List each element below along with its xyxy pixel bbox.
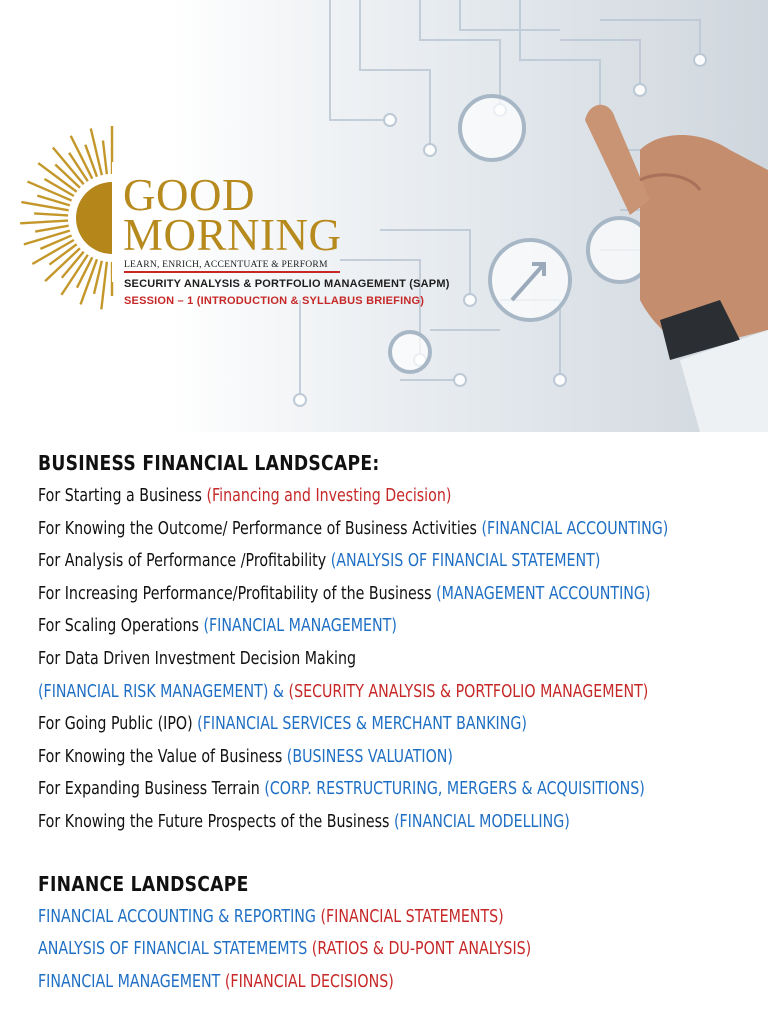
item-text: For Starting a Business: [38, 485, 207, 506]
list-item: [38, 676, 649, 709]
item-text: For Expanding Business Terrain: [38, 778, 265, 800]
item-text: For Analysis of Performance /Profitability: [38, 550, 331, 572]
item-tag: (ANALYSIS OF FINANCIAL STATEMENT): [330, 550, 601, 572]
item-tag: (FINANCIAL RISK MANAGEMENT) &: [38, 680, 289, 702]
list-item: [38, 741, 610, 774]
finance-landscape-heading: FINANCE LANDSCAPE: [38, 871, 249, 896]
greeting-line1: GOOD: [123, 170, 255, 220]
item-text: For Increasing Performance/Profitability of the Business: [38, 582, 437, 604]
hero-banner: [0, 0, 768, 432]
list-item: [38, 773, 645, 806]
item-text: For Data Driven Investment Decision Making: [38, 647, 356, 669]
item-text: For Knowing the Value of Business: [38, 745, 287, 767]
item-tag: (Financing and Investing Decision): [206, 485, 452, 506]
tagline: LEARN, ENRICH, ACCENTUATE & PERFORM: [124, 259, 340, 273]
sun-icon: [16, 122, 128, 322]
greeting-line2: MORNING: [123, 210, 342, 260]
business-landscape-heading: BUSINESS FINANCIAL LANDSCAPE:: [38, 451, 380, 475]
item-text: For Knowing the Future Prospects of the Business: [38, 810, 394, 832]
brand-block: [16, 122, 450, 322]
item-tag: (CORP. RESTRUCTURING, MERGERS & ACQUISITIONS): [264, 778, 645, 800]
item-tag: (RATIOS & DU-PONT ANALYSIS): [311, 938, 532, 960]
content: [38, 446, 762, 998]
item-text: FINANCIAL MANAGEMENT: [38, 970, 225, 992]
session-title: SESSION – 1 (INTRODUCTION & SYLLABUS BRIEFING): [124, 295, 425, 307]
list-item: [38, 610, 610, 643]
list-item: [38, 480, 610, 513]
item-tag: (FINANCIAL DECISIONS): [224, 970, 394, 992]
item-text: FINANCIAL ACCOUNTING & REPORTING: [38, 905, 321, 927]
item-tag: (FINANCIAL ACCOUNTING): [481, 517, 669, 539]
course-title: SECURITY ANALYSIS & PORTFOLIO MANAGEMENT (SAPM): [124, 278, 450, 290]
list-item: [38, 643, 610, 676]
item-tag: (FINANCIAL SERVICES & MERCHANT BANKING): [197, 713, 527, 735]
list-item: [38, 806, 610, 839]
list-item: [38, 578, 651, 611]
item-tag: (FINANCIAL MANAGEMENT): [203, 615, 397, 637]
finance-landscape-list: [38, 901, 762, 999]
list-item: [38, 545, 610, 578]
item-tag: (BUSINESS VALUATION): [286, 745, 453, 767]
item-tag: (SECURITY ANALYSIS & PORTFOLIO MANAGEMENT): [288, 680, 649, 702]
item-tag: (MANAGEMENT ACCOUNTING): [436, 582, 651, 604]
list-item: [38, 513, 669, 546]
list-item: [38, 933, 610, 966]
item-text: For Going Public (IPO): [38, 713, 198, 735]
list-item: [38, 901, 610, 934]
item-text: ANALYSIS OF FINANCIAL STATEMEMTS: [38, 938, 312, 960]
item-text: For Knowing the Outcome/ Performance of Business Activities: [38, 517, 482, 539]
list-item: [38, 708, 610, 741]
item-text: For Scaling Operations: [38, 615, 204, 637]
item-tag: (FINANCIAL STATEMENTS): [320, 905, 504, 927]
business-landscape-list: [38, 480, 762, 839]
item-tag: (FINANCIAL MODELLING): [393, 810, 570, 832]
list-item: [38, 966, 610, 999]
